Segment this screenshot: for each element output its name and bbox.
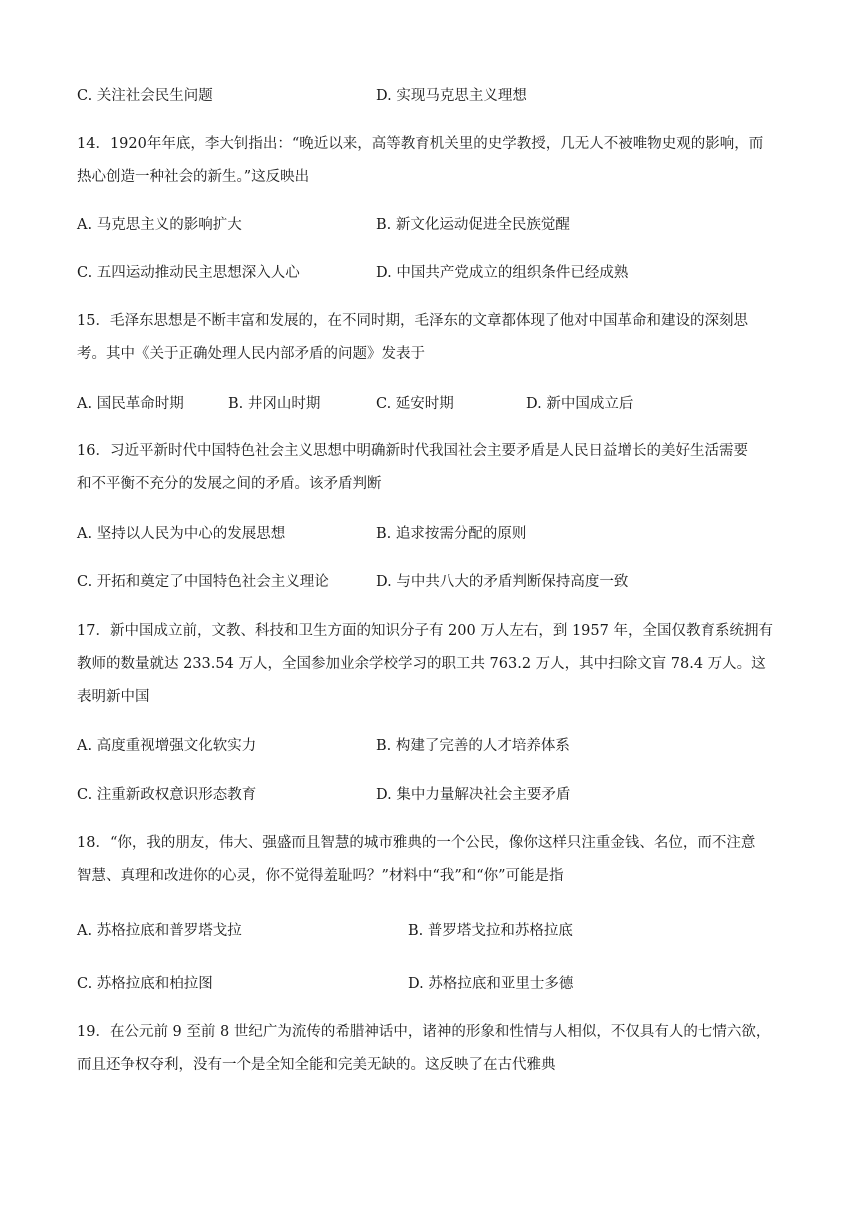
- q15-option-b: B. 井冈山时期: [228, 396, 321, 412]
- q17-stem-line-2: 教师的数量就达 233.54 万人，全国参加业余学校学习的职工共 763.2 万人，其中扫除文盲 78.4 万人。这: [77, 656, 766, 672]
- q16-option-d: D. 与中共八大的矛盾判断保持高度一致: [376, 574, 629, 590]
- q19-stem-line-2: 而且还争权夺利，没有一个是全知全能和完美无缺的。这反映了在古代雅典: [77, 1057, 556, 1073]
- q18-option-c: C. 苏格拉底和柏拉图: [77, 976, 213, 992]
- q17-option-d: D. 集中力量解决社会主要矛盾: [376, 787, 571, 803]
- q17-stem-line-1: 17．新中国成立前，文教、科技和卫生方面的知识分子有 200 万人左右，到 1957 年，全国仅教育系统拥有: [77, 623, 773, 639]
- q18-option-a: A. 苏格拉底和普罗塔戈拉: [77, 923, 242, 939]
- q14-stem-line-2: 热心创造一种社会的新生。”这反映出: [77, 169, 310, 185]
- q13-option-d: D. 实现马克思主义理想: [376, 88, 527, 104]
- q16-option-b: B. 追求按需分配的原则: [376, 526, 527, 542]
- q15-option-a: A. 国民革命时期: [77, 396, 184, 412]
- q18-option-b: B. 普罗塔戈拉和苏格拉底: [408, 923, 573, 939]
- q17-option-c: C. 注重新政权意识形态教育: [77, 787, 257, 803]
- q15-stem-line-1: 15．毛泽东思想是不断丰富和发展的，在不同时期，毛泽东的文章都体现了他对中国革命和建设的深刻思: [77, 313, 748, 329]
- q14-option-c: C. 五四运动推动民主思想深入人心: [77, 265, 300, 281]
- q18-stem-line-1: 18．“你，我的朋友，伟大、强盛而且智慧的城市雅典的一个公民，像你这样只注重金钱、名位，而不注意: [77, 835, 756, 851]
- q16-option-c: C. 开拓和奠定了中国特色社会主义理论: [77, 574, 329, 590]
- q13-option-c: C. 关注社会民生问题: [77, 88, 213, 104]
- q17-stem-line-3: 表明新中国: [77, 689, 150, 705]
- q19-stem-line-1: 19．在公元前 9 至前 8 世纪广为流传的希腊神话中，诸神的形象和性情与人相似，不仅具有人的七情六欲，: [77, 1024, 771, 1040]
- q17-option-b: B. 构建了完善的人才培养体系: [376, 738, 570, 754]
- q14-option-d: D. 中国共产党成立的组织条件已经成熟: [376, 265, 629, 281]
- q14-stem-line-1: 14．1920年年底，李大钊指出：“晚近以来，高等教育机关里的史学教授，几无人不被唯物史观的影响，而: [77, 136, 764, 152]
- q16-stem-line-2: 和不平衡不充分的发展之间的矛盾。该矛盾判断: [77, 476, 382, 492]
- q14-option-b: B. 新文化运动促进全民族觉醒: [376, 217, 570, 233]
- q16-stem-line-1: 16．习近平新时代中国特色社会主义思想中明确新时代我国社会主要矛盾是人民日益增长的美好生活需要: [77, 443, 748, 459]
- q14-option-a: A. 马克思主义的影响扩大: [77, 217, 242, 233]
- q17-option-a: A. 高度重视增强文化软实力: [77, 738, 257, 754]
- q15-option-d: D. 新中国成立后: [526, 396, 634, 412]
- q16-option-a: A. 坚持以人民为中心的发展思想: [77, 526, 286, 542]
- q18-option-d: D. 苏格拉底和亚里士多德: [408, 976, 574, 992]
- q18-stem-line-2: 智慧、真理和改进你的心灵，你不觉得羞耻吗？”材料中“我”和“你”可能是指: [77, 868, 564, 884]
- q15-stem-line-2: 考。其中《关于正确处理人民内部矛盾的问题》发表于: [77, 346, 425, 362]
- q15-option-c: C. 延安时期: [376, 396, 454, 412]
